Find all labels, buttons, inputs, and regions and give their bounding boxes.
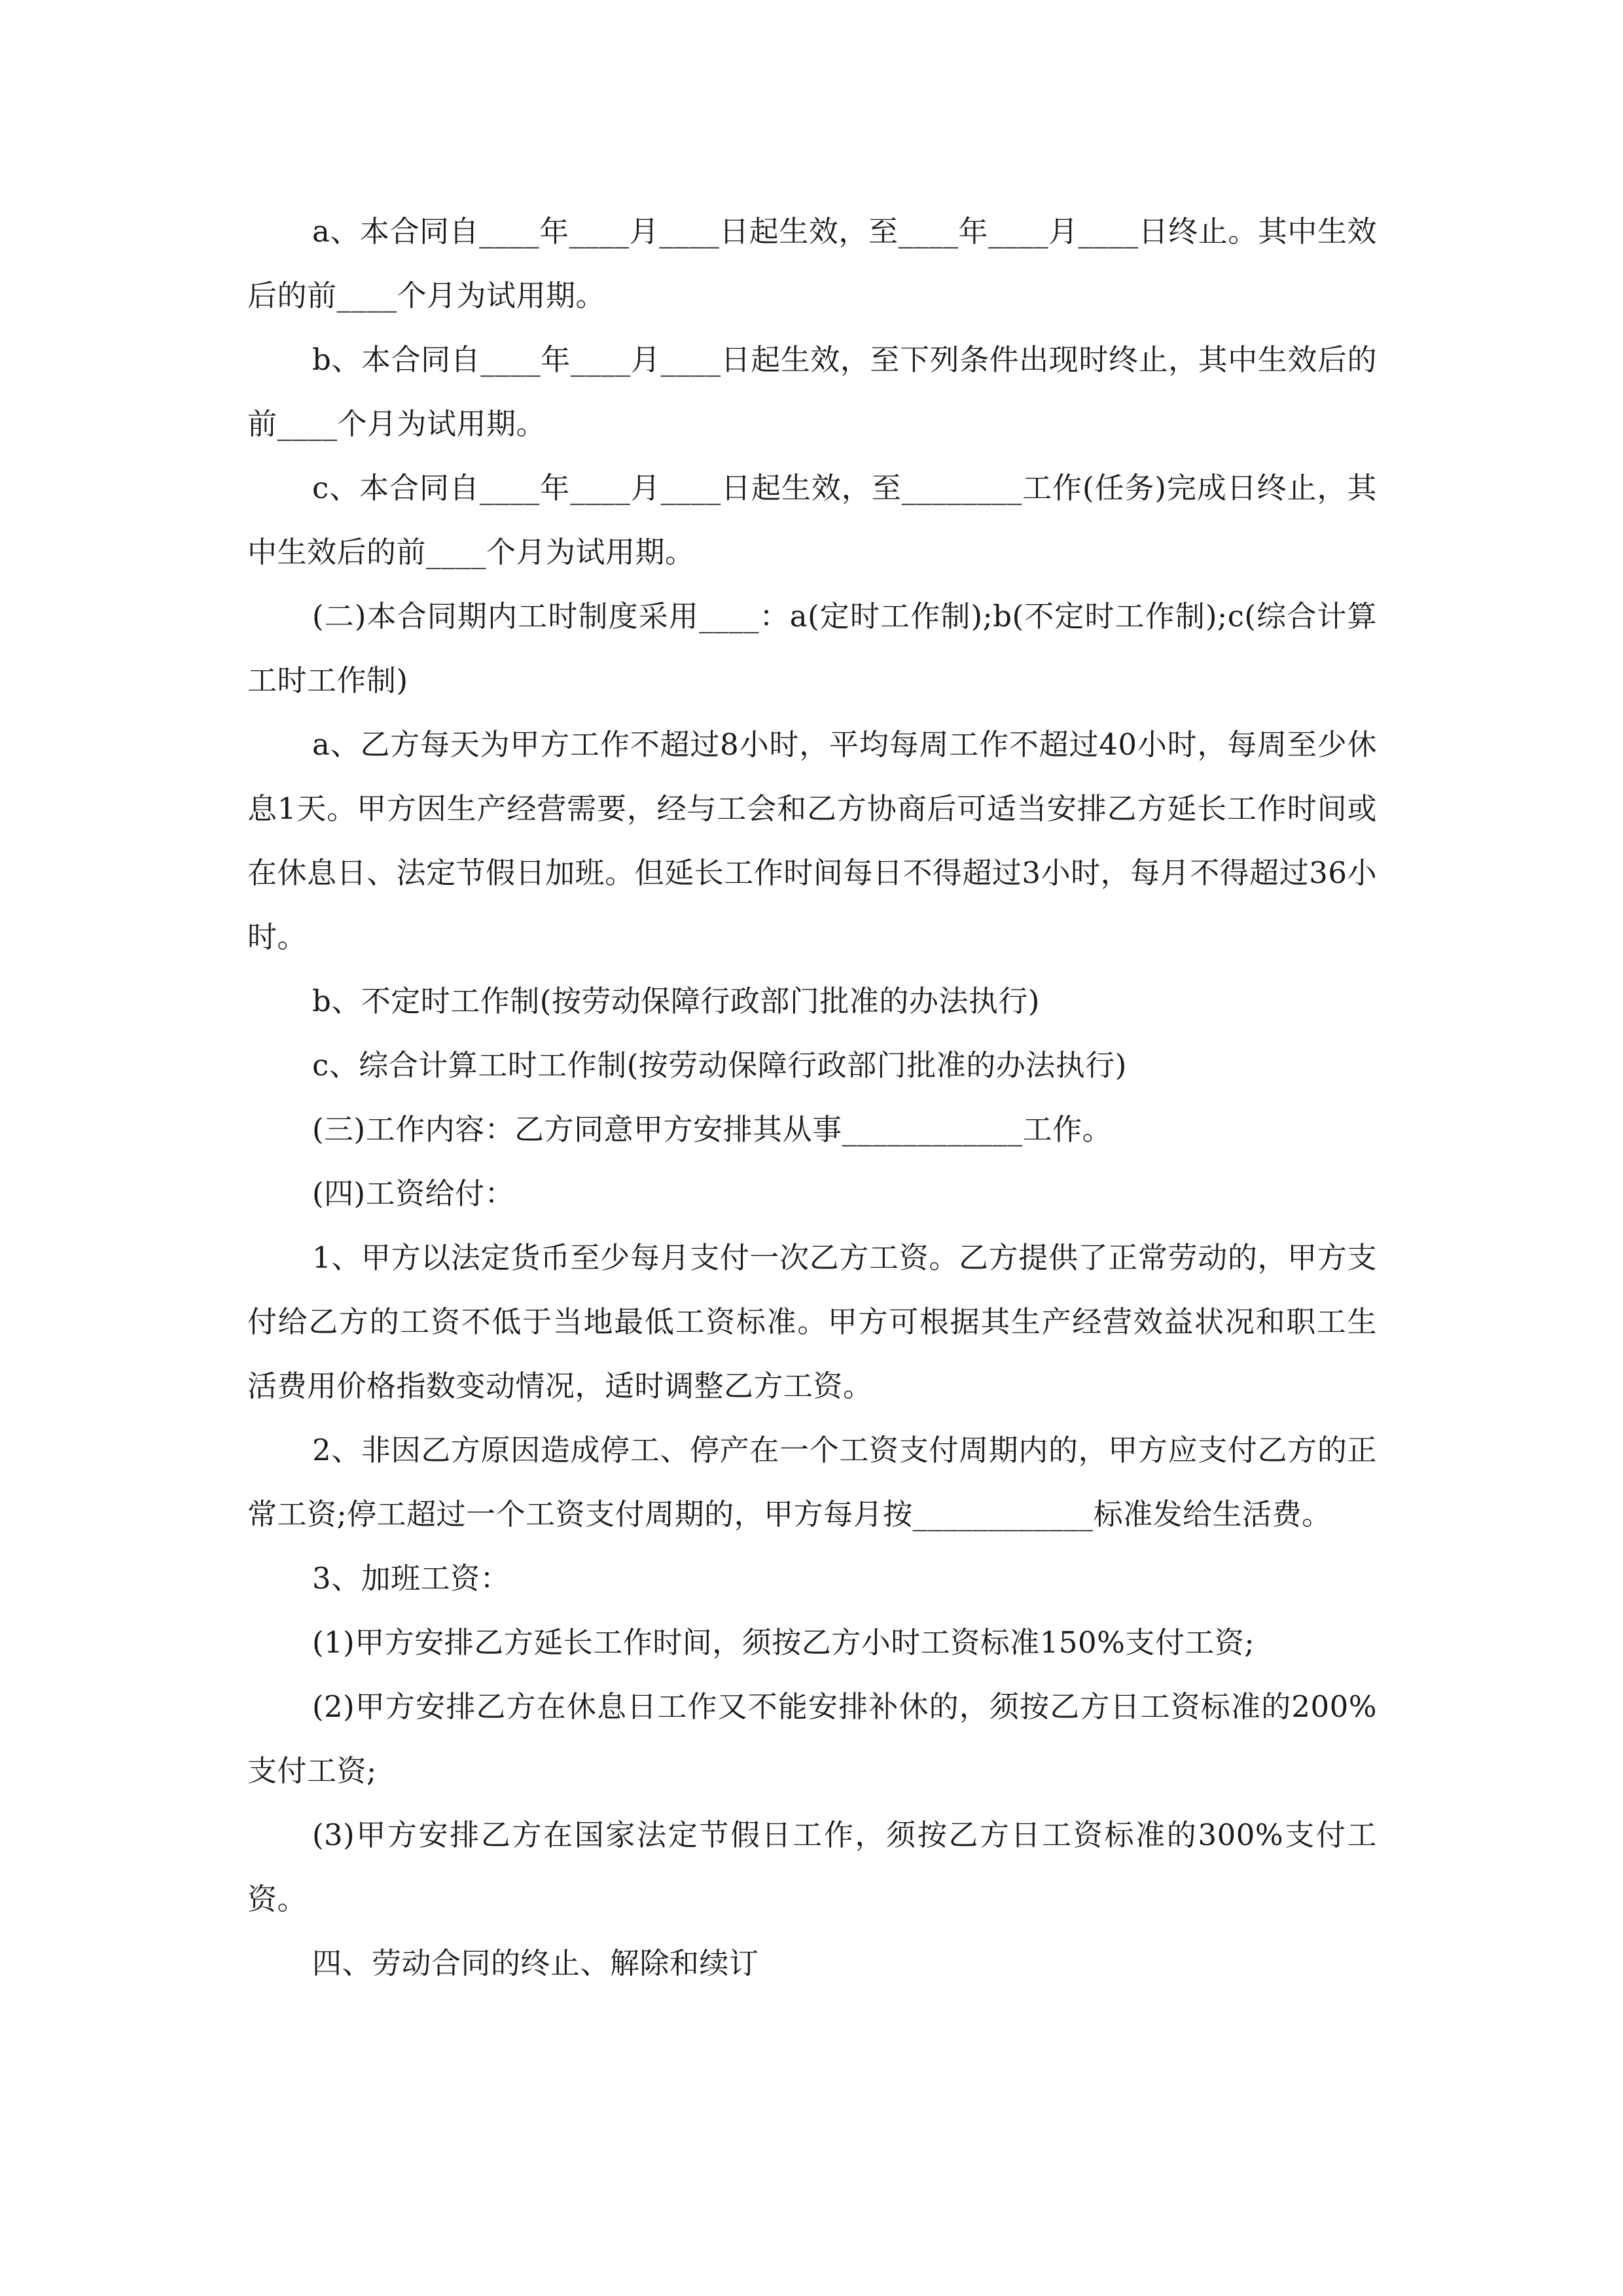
document-page <box>247 200 1377 1996</box>
comprehensive-hours-paragraph: c、综合计算工时工作制(按劳动保障行政部门批准的办法执行) <box>312 1048 1127 1083</box>
overtime-clause-1-paragraph: (1)甲方安排乙方延长工作时间，须按乙方小时工资标准150%支付工资; <box>312 1625 1255 1660</box>
overtime-clause-3-paragraph: (3)甲方安排乙方在国家法定节假日工作，须按乙方日工资标准的300%支付工资。 <box>247 1818 1377 1916</box>
term-option-b-paragraph: b、本合同自____年____月____日起生效，至下列条件出现时终止，其中生效后的前____个月为试用期。 <box>247 342 1377 441</box>
term-option-c-paragraph: c、本合同自____年____月____日起生效，至________工作(任务)完成日终止，其中生效后的前____个月为试用期。 <box>247 471 1377 569</box>
wage-clause-1-paragraph: 1、甲方以法定货币至少每月支付一次乙方工资。乙方提供了正常劳动的，甲方支付给乙方的工资不低于当地最低工资标准。甲方可根据其生产经营效益状况和职工生活费用价格指数变动情况，适时调整乙方工资。 <box>247 1240 1377 1403</box>
fixed-hours-paragraph: a、乙方每天为甲方工作不超过8小时，平均每周工作不超过40小时，每周至少休息1天。甲方因生产经营需要，经与工会和乙方协商后可适当安排乙方延长工作时间或在休息日、法定节假日加班。但延长工作时间每日不得超过3小时，每月不得超过36小时。 <box>247 727 1377 954</box>
overtime-clause-2-paragraph: (2)甲方安排乙方在休息日工作又不能安排补休的，须按乙方日工资标准的200%支付工资; <box>247 1689 1377 1788</box>
job-content-paragraph: (三)工作内容：乙方同意甲方安排其从事____________工作。 <box>312 1112 1113 1147</box>
working-hours-system-paragraph: (二)本合同期内工时制度采用____：a(定时工作制);b(不定时工作制);c(综合计算工时工作制) <box>247 599 1377 698</box>
overtime-pay-heading: 3、加班工资： <box>312 1561 510 1596</box>
term-option-a-paragraph: a、本合同自____年____月____日起生效，至____年____月____日终止。其中生效后的前____个月为试用期。 <box>247 214 1377 313</box>
section-four-heading: 四、劳动合同的终止、解除和续订 <box>312 1946 759 1981</box>
wage-clause-2-paragraph: 2、非因乙方原因造成停工、停产在一个工资支付周期内的，甲方应支付乙方的正常工资;停工超过一个工资支付周期的，甲方每月按____________标准发给生活费。 <box>247 1433 1377 1532</box>
wage-payment-heading: (四)工资给付： <box>312 1176 515 1211</box>
flexible-hours-paragraph: b、不定时工作制(按劳动保障行政部门批准的办法执行) <box>312 984 1040 1018</box>
